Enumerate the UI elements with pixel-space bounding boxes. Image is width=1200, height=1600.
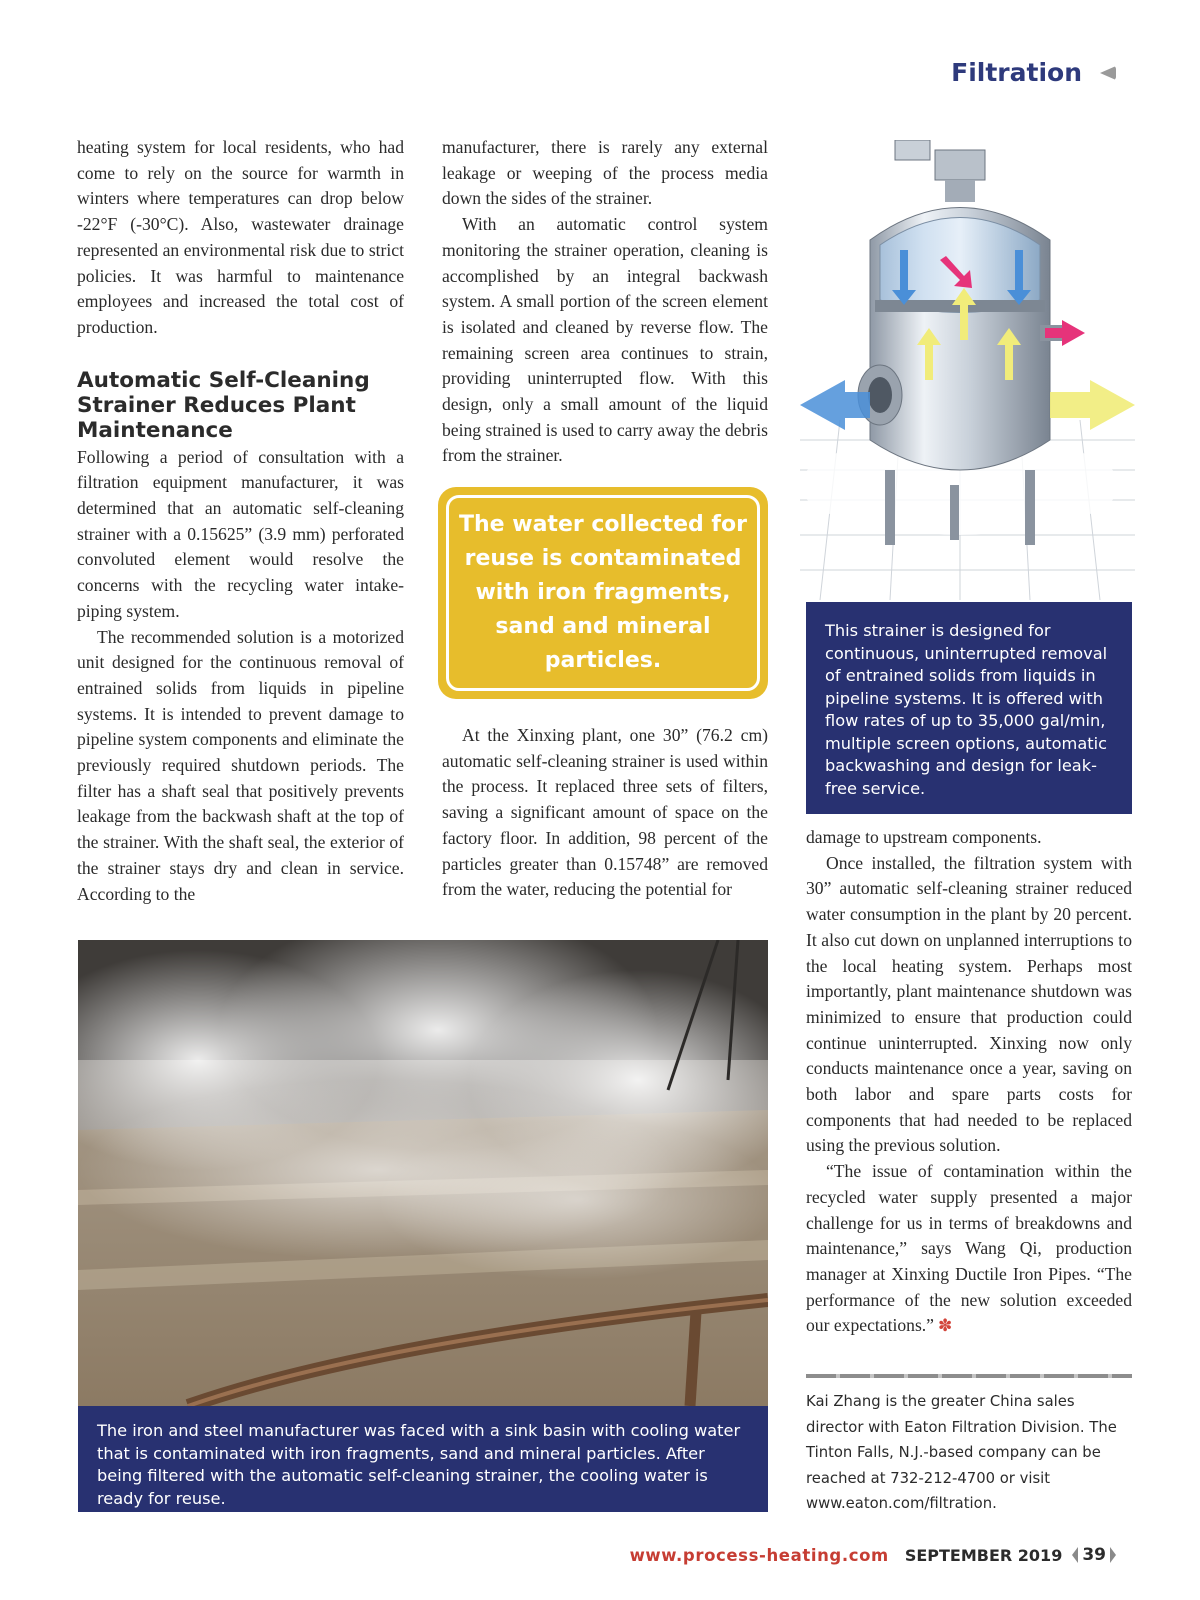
strainer-caption <box>806 602 1132 814</box>
section-header <box>951 58 1116 87</box>
paragraph: manufacturer, there is rarely any external leakage or weeping of the process media down the sides of the strainer. <box>442 137 768 209</box>
photo-caption <box>78 1406 768 1512</box>
strainer-illustration <box>800 140 1135 600</box>
page-right-marker-icon <box>1110 1547 1116 1563</box>
paragraph: The recommended solution is a motorized unit designed for the continuous removal of entrained solids from liquids in pipeline systems. It is intended to prevent damage to pipeline system components and eliminate the previously required shutdown periods. The filter has a shaft seal that positively prevents leakage from the backwash shaft at the top of the strainer. With the shaft seal, the exterior of the strainer stays dry and clean in service. According to the <box>77 626 404 904</box>
paragraph: At the Xinxing plant, one 30” (76.2 cm) automatic self-cleaning strainer is used within the process. It replaced three sets of filters, saving a significant amount of space on the factory floor. In addition, 98 percent of the particles greater than 0.15748” are removed from the water, reducing the potential for <box>442 725 768 900</box>
paragraph: damage to upstream components. <box>806 827 1042 847</box>
pull-quote-box <box>438 487 768 699</box>
article-column-2-top <box>442 135 768 469</box>
pull-quote-frame <box>446 495 760 691</box>
quote-text: “The issue of contamination within the recycled water supply presented a major challenge for us in terms of breakdowns and maintenance,” says Wang Qi, production manager at Xinxing Ductile Iron Pipes. “The performance of the new solution exceeded our expectations.” <box>806 1161 1132 1336</box>
section-title: Filtration <box>951 58 1082 87</box>
paragraph: With an automatic control system monitoring the strainer operation, cleaning is accomplished by an integral backwash system. A small portion of the screen element is isolated and cleaned by reverse flow. The remaining screen area continues to strain, providing uninterrupted flow. With this design, only a small amount of the liquid being strained is used to carry away the debris from the strainer. <box>442 214 768 466</box>
paragraph: Following a period of consultation with a filtration equipment manufacturer, it was determined that an automatic self-cleaning strainer with a 0.15625” (3.9 mm) perforated convoluted element would resolve the concerns with the recycling water intake-piping system. <box>77 446 404 621</box>
bio-divider <box>806 1374 1132 1378</box>
paragraph: heating system for local residents, who had come to rely on the source for warmth in winters where temperatures can drop below -22°F (-30°C). Also, wastewater drainage represented an environmental risk due to strict policies. It was harmful to maintenance employees and increased the total cost of production. <box>77 137 404 337</box>
website-url[interactable]: www.process-heating.com <box>629 1545 889 1565</box>
article-column-2-bottom <box>442 723 768 903</box>
author-bio: Kai Zhang is the greater China sales director with Eaton Filtration Division. The Tinton Falls, N.J.-based company can be reached at 732-212-4700 or visit www.eaton.com/filtration. <box>806 1393 1117 1512</box>
page-left-marker-icon <box>1072 1547 1078 1563</box>
issue-date: SEPTEMBER 2019 <box>904 1545 1063 1565</box>
motor <box>895 140 985 202</box>
strainer-caption-text: This strainer is designed for continuous, uninterrupted removal of entrained solids from liquids in pipeline systems. It is offered with flow rates of up to 35,000 gal/min, multiple screen options, automatic backwashing and design for leak-free service. <box>825 621 1108 798</box>
cooling-basin-photo <box>78 940 768 1406</box>
page-number-text: 39 <box>1082 1545 1106 1565</box>
paragraph <box>806 1159 1132 1340</box>
subheading: Automatic Self-Cleaning Strainer Reduces Plant Maintenance <box>77 367 370 443</box>
paragraph: Once installed, the filtration system with 30” automatic self-cleaning strainer reduced water consumption in the plant by 20 percent. It also cut down on unplanned interruptions to the local heating system. Perhaps most importantly, plant maintenance shutdown was minimized to ensure that production could continue uninterrupted. Xinxing now only conducts maintenance once a year, saving on both labor and spare parts costs for components that had needed to be replaced using the previous solution. <box>806 852 1132 1156</box>
article-column-3 <box>806 825 1132 1340</box>
end-of-article-icon: ✽ <box>938 1316 953 1337</box>
page-footer <box>630 1545 1116 1565</box>
article-column-1 <box>77 135 404 907</box>
section-marker-icon <box>1100 66 1116 80</box>
photo-caption-text: The iron and steel manufacturer was faced with a sink basin with cooling water that is contaminated with iron fragments, sand and mineral particles. After being filtered with the automatic self-cleaning strainer, the cooling water is ready for reuse. <box>97 1421 741 1508</box>
page-number <box>1072 1545 1116 1565</box>
pull-quote-text: The water collected for reuse is contaminated with iron fragments, sand and mineral particles. <box>459 512 747 673</box>
